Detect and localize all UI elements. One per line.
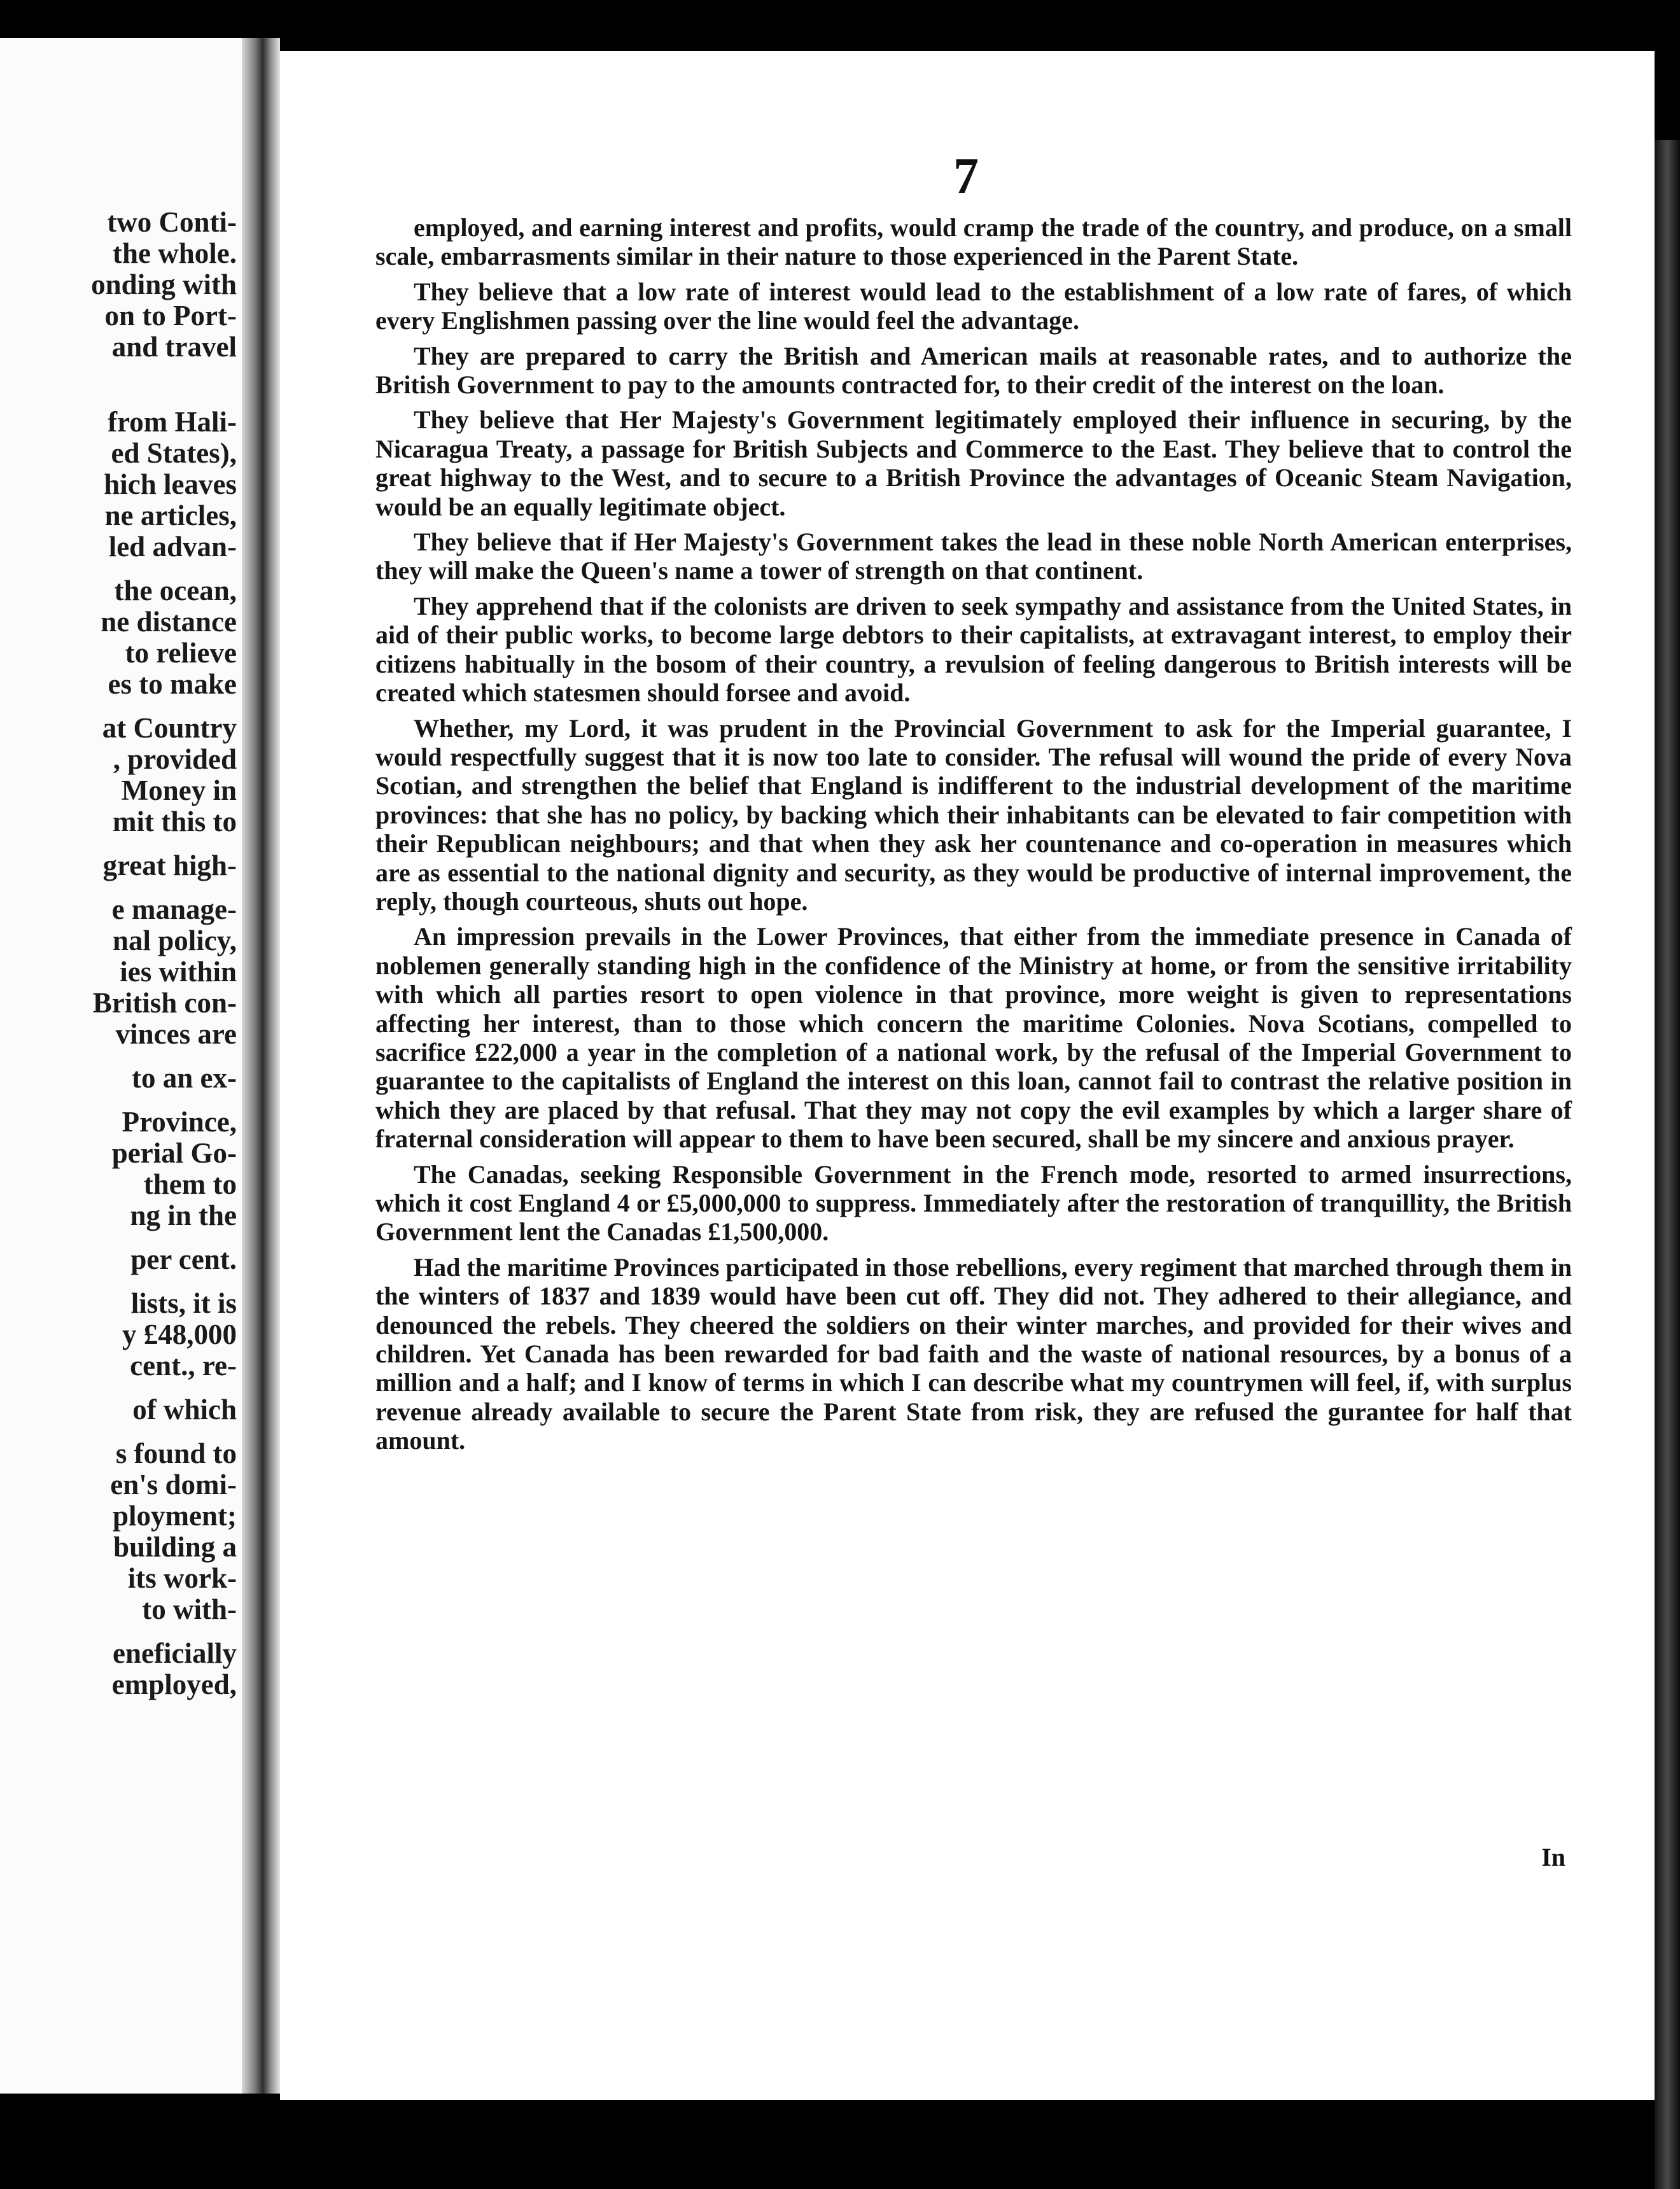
facing-page-line: British con- bbox=[92, 987, 237, 1019]
facing-page-line: ne distance bbox=[101, 606, 237, 638]
paragraph: An impression prevails in the Lower Provinces, that either from the immediate presence in Canada of noblemen generally standing high in the confidence of the Ministry at home, or from the sensitive irritability with which all parties resort to open violence in that province, more weight is given to representations affecting her interest, than to those which concern the maritime Colonies. Nova Scotians, compelled to sacrifice £22,000 a year in the completion of a national work, by the refusal of the Imperial Government to guarantee to the capitalists of England the interest on this loan, cannot fail to contrast the relative position in which they are placed by that refusal. That they may not copy the evil examples by which a larger share of fraternal consideration will appear to them to have been secured, shall be my sincere and anxious prayer. bbox=[375, 922, 1572, 1154]
book-page bbox=[280, 51, 1655, 2100]
facing-page-line: employed, bbox=[111, 1668, 237, 1700]
page-number: 7 bbox=[953, 148, 979, 204]
facing-page-line: perial Go- bbox=[111, 1137, 237, 1169]
paragraph: Had the maritime Provinces participated in those rebellions, every regiment that marched through them in the winters of 1837 and 1839 would have been cut off. They did not. They adhered to their allegiance, and denounced the rebels. They cheered the soldiers on their winter marches, and provided for their wives and children. Yet Canada has been rewarded for bad faith and the waste of national resources, by a bonus of a million and a half; and I know of terms in which I can describe what my countrymen will feel, if, with surplus revenue already available to secure the Parent State from risk, they are refused the gurantee for half that amount. bbox=[375, 1252, 1572, 1455]
facing-page-line: and travel bbox=[111, 331, 237, 363]
page-edge bbox=[1655, 140, 1680, 2189]
facing-page-line: s found to bbox=[115, 1437, 237, 1469]
facing-page-line: cent., re- bbox=[130, 1350, 237, 1381]
facing-page-line: its work- bbox=[127, 1562, 237, 1594]
facing-page-line: the ocean, bbox=[114, 575, 237, 606]
paragraph: They believe that Her Majesty's Government legitimately employed their influence in securing, by the Nicaragua Treaty, a passage for British Subjects and Commerce to the East. They believe that to control the great highway to the West, and to secure to a British Province the advantages of Oceanic Steam Navigation, would be an equally legitimate object. bbox=[375, 405, 1572, 521]
paragraph: Whether, my Lord, it was prudent in the Provincial Government to ask for the Imperial guarantee, I would respectfully suggest that it is now too late to consider. The refusal will wound the pride of every Nova Scotian, and strengthen the belief that England is indifferent to the industrial development of the maritime provinces: that she has no policy, by backing which their inhabitants can be elevated to fair competition with their Republican neighbours; and that when they ask her countenance and co-operation in measures which are as essential to the national dignity and security, as they would be productive of internal improvement, the reply, though courteous, shuts out hope. bbox=[375, 713, 1572, 916]
paragraph: They believe that if Her Majesty's Government takes the lead in these noble North American enterprises, they will make the Queen's name a tower of strength on that continent. bbox=[375, 528, 1572, 585]
facing-page-line: at Country bbox=[102, 712, 237, 744]
facing-page-line: them to bbox=[143, 1168, 237, 1200]
facing-page-line: ne articles, bbox=[104, 500, 237, 531]
facing-page-line: Province, bbox=[122, 1106, 237, 1138]
book-gutter bbox=[242, 38, 280, 2094]
facing-page-line: eneficially bbox=[113, 1637, 237, 1669]
facing-page-line: led advan- bbox=[108, 531, 237, 563]
paragraph: They are prepared to carry the British and American mails at reasonable rates, and to authorize the British Government to pay to the amounts contracted for, to their credit of the interest on the loan. bbox=[375, 341, 1572, 400]
facing-page-line: to an ex- bbox=[132, 1062, 237, 1094]
facing-page-line: ployment; bbox=[113, 1500, 237, 1532]
facing-page-line: Money in bbox=[121, 774, 237, 806]
facing-page-line: building a bbox=[113, 1531, 237, 1563]
facing-page-line bbox=[0, 363, 237, 394]
facing-page-line: ng in the bbox=[130, 1199, 237, 1231]
facing-page-line: onding with bbox=[91, 269, 237, 300]
facing-page-line: to with- bbox=[142, 1593, 237, 1625]
facing-page-line: hich leaves bbox=[104, 468, 237, 500]
facing-page-line: vinces are bbox=[115, 1018, 237, 1050]
facing-page-line: , provided bbox=[113, 743, 237, 775]
paragraph: employed, and earning interest and profits, would cramp the trade of the country, and produce, on a small scale, embarrasments similar in their nature to those experienced in the Parent State. bbox=[375, 213, 1572, 271]
facing-page-text bbox=[0, 207, 237, 1700]
facing-page-line: es to make bbox=[108, 668, 237, 700]
facing-page-line: en's domi- bbox=[110, 1469, 237, 1500]
page-body bbox=[375, 213, 1572, 1462]
facing-page-line: per cent. bbox=[130, 1243, 237, 1275]
catchword: In bbox=[1541, 1843, 1565, 1871]
facing-page-line: nal policy, bbox=[112, 925, 237, 956]
facing-page-line: of which bbox=[132, 1394, 237, 1425]
facing-page-line: ies within bbox=[120, 956, 237, 988]
facing-page-line: great high- bbox=[102, 850, 237, 881]
facing-page-line: ed States), bbox=[111, 437, 237, 469]
facing-page-line: on to Port- bbox=[104, 300, 237, 332]
facing-page-line: from Hali- bbox=[108, 406, 237, 438]
facing-page-line: the whole. bbox=[113, 237, 237, 269]
facing-page-line: mit this to bbox=[113, 806, 237, 837]
facing-page bbox=[0, 38, 242, 2094]
facing-page-line: to relieve bbox=[125, 637, 237, 669]
paragraph: The Canadas, seeking Responsible Government in the French mode, resorted to armed insurrections, which it cost England 4 or £5,000,000 to suppress. Immediately after the restoration of tranquillity, the British Government lent the Canadas £1,500,000. bbox=[375, 1159, 1572, 1247]
facing-page-line: two Conti- bbox=[107, 206, 237, 238]
facing-page-line: e manage- bbox=[111, 893, 237, 925]
paragraph: They believe that a low rate of interest would lead to the establishment of a low rate of fares, of which every Englishmen passing over the line would feel the advantage. bbox=[375, 277, 1572, 335]
facing-page-line: lists, it is bbox=[130, 1287, 237, 1319]
facing-page-line: y £48,000 bbox=[122, 1318, 237, 1350]
paragraph: They apprehend that if the colonists are driven to seek sympathy and assistance from the United States, in aid of their public works, to become large debtors to their capitalists, at extravagant interest, to employ their citizens habitually in the bosom of their country, a revulsion of feeling dangerous to British interests will be created which statesmen should forsee and avoid. bbox=[375, 591, 1572, 708]
